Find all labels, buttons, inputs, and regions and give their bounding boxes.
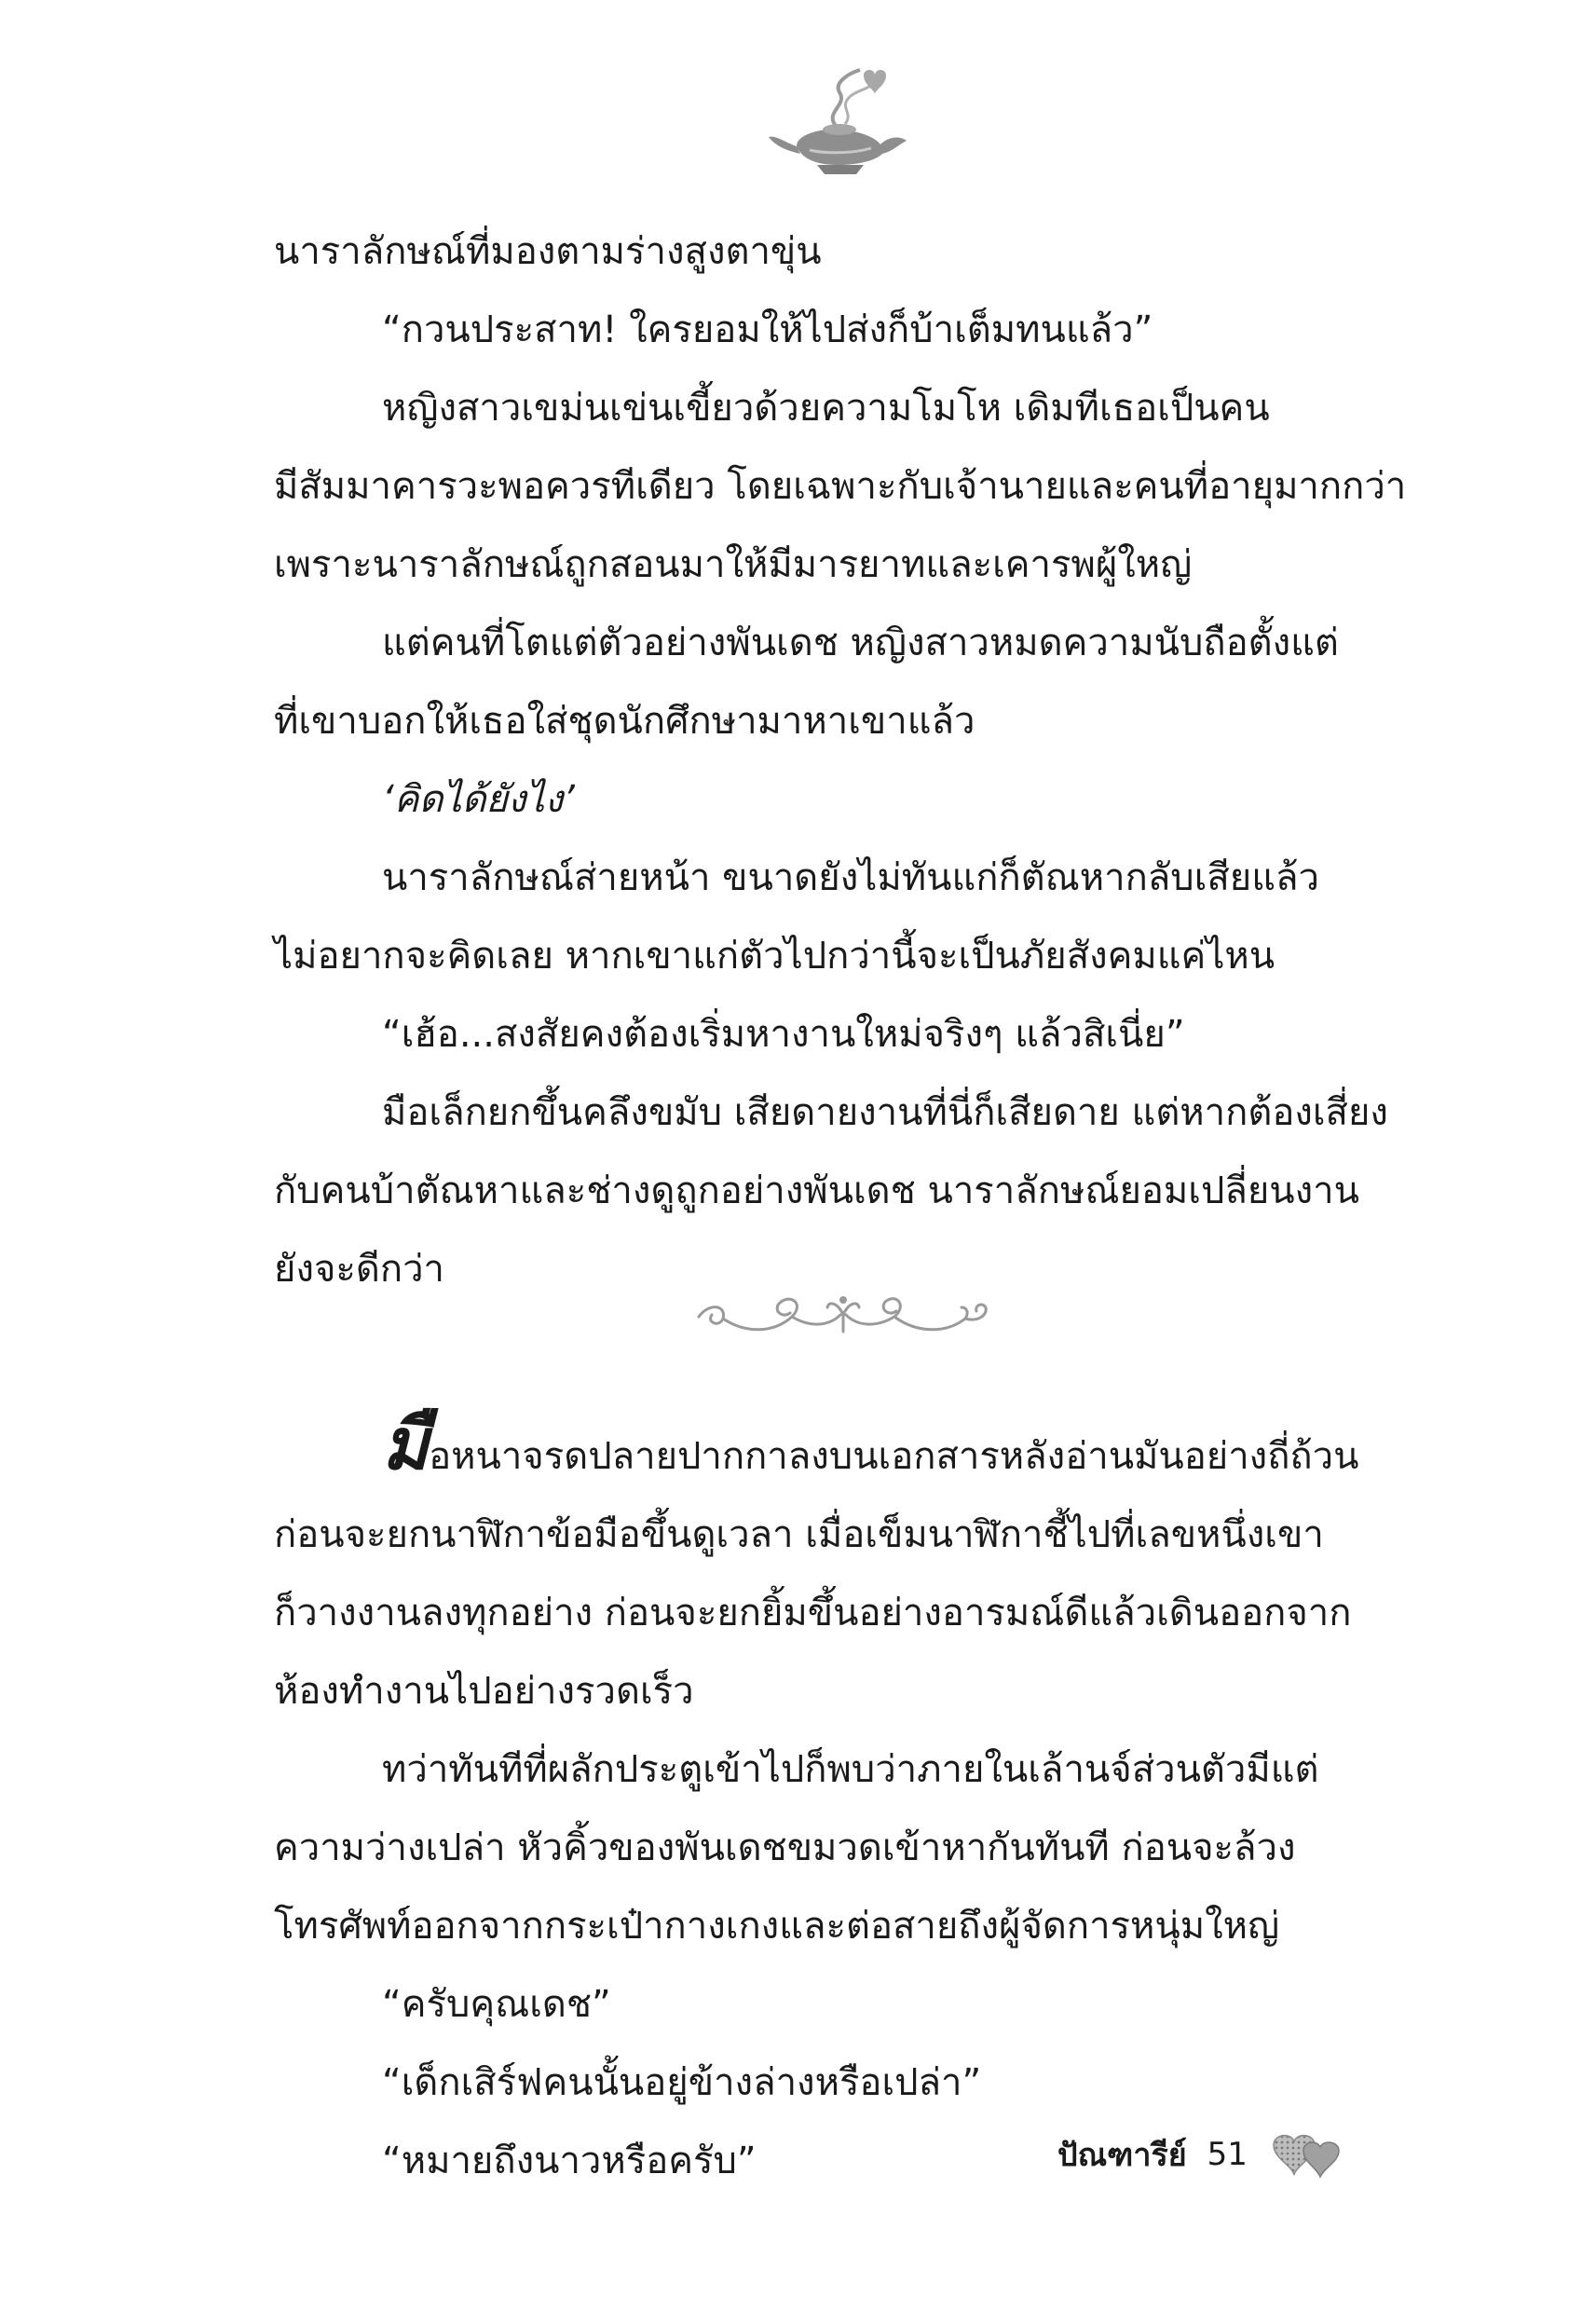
paragraph-block-bottom [274,1402,1416,2200]
dropcap-line [274,1402,1416,1496]
text-line: มีสัมมาคารวะพอควรทีเดียว โดยเฉพาะกับเจ้านายและคนที่อายุมากกว่า [274,465,1407,508]
hearts-icon [1268,2128,1343,2181]
ornamental-divider [689,1281,997,1347]
text-line: ความว่างเปล่า หัวคิ้วของพันเดชขมวดเข้าหากันทันที ก่อนจะล้วง [274,1826,1296,1869]
text-line: แต่คนที่โตแต่ตัวอย่างพันเดช หญิงสาวหมดความนับถือตั้งแต่ [382,622,1339,664]
page-footer [1057,2126,1343,2182]
text-line: มือเล็กยกขึ้นคลึงขมับ เสียดายงานที่นี่ก็เสียดาย แต่หากต้องเสี่ยง [382,1091,1388,1134]
text-line: “เด็กเสิร์ฟคนนั้นอยู่ข้างล่างหรือเปล่า” [382,2061,982,2104]
magic-lamp-icon [759,61,918,182]
text-line: นาราลักษณ์ที่มองตามร่างสูงตาขุ่น [274,230,822,273]
paragraph-block-top [274,212,1416,1308]
text-line: เพราะนาราลักษณ์ถูกสอนมาให้มีมารยาทและเคารพผู้ใหญ่ [274,543,1193,586]
text-line: “กวนประสาท! ใครยอมให้ไปส่งก็บ้าเต็มทนแล้ว” [382,308,1153,351]
dropcap: มื [382,1402,430,1485]
text-line: กับคนบ้าตัณหาและช่างดูถูกอย่างพันเดช นาราลักษณ์ยอมเปลี่ยนงาน [274,1169,1359,1212]
page-number: 51 [1207,2136,1248,2173]
text-line: ก่อนจะยกนาฬิกาข้อมือขึ้นดูเวลา เมื่อเข็มนาฬิกาชี้ไปที่เลขหนึ่งเขา [274,1513,1324,1556]
text-line: “ครับคุณเดช” [382,1983,611,2026]
text-line: ไม่อยากจะคิดเลย หากเขาแก่ตัวไปกว่านี้จะเป็นภัยสังคมแค่ไหน [274,935,1275,978]
paragraph-block-bottom-lines [274,1496,1416,2200]
text-line: ห้องทำงานไปอย่างรวดเร็ว [274,1670,694,1713]
text-line: หญิงสาวเขม่นเข่นเขี้ยวด้วยความโมโห เดิมทีเธอเป็นคน [382,387,1270,430]
book-title: ปัณฑารีย์ [1057,2137,1187,2174]
text-line: “หมายถึงนาวหรือครับ” [382,2140,757,2182]
text-line: โทรศัพท์ออกจากกระเป๋ากางเกงและต่อสายถึงผู้จัดการหนุ่มใหญ่ [274,1905,1280,1948]
text-line: ที่เขาบอกให้เธอใส่ชุดนักศึกษามาหาเขาแล้ว [274,700,975,743]
dropcap-line-text: อหนาจรดปลายปากกาลงบนเอกสารหลังอ่านมันอย่างถี่ถ้วน [429,1435,1359,1478]
text-line: ก็วางงานลงทุกอย่าง ก่อนจะยกยิ้มขึ้นอย่างอารมณ์ดีแล้วเดินออกจาก [274,1592,1352,1634]
text-line: ทว่าทันทีที่ผลักประตูเข้าไปก็พบว่าภายในเล้านจ์ส่วนตัวมีแต่ [382,1748,1319,1791]
text-line: นาราลักษณ์ส่ายหน้า ขนาดยังไม่ทันแก่ก็ตัณหากลับเสียแล้ว [382,856,1319,899]
text-line: ยังจะดีกว่า [274,1248,445,1291]
text-line: ‘คิดได้ยังไง’ [382,778,575,821]
text-line: “เฮ้อ...สงสัยคงต้องเริ่มหางานใหม่จริงๆ แล้วสิเนี่ย” [382,1013,1185,1056]
